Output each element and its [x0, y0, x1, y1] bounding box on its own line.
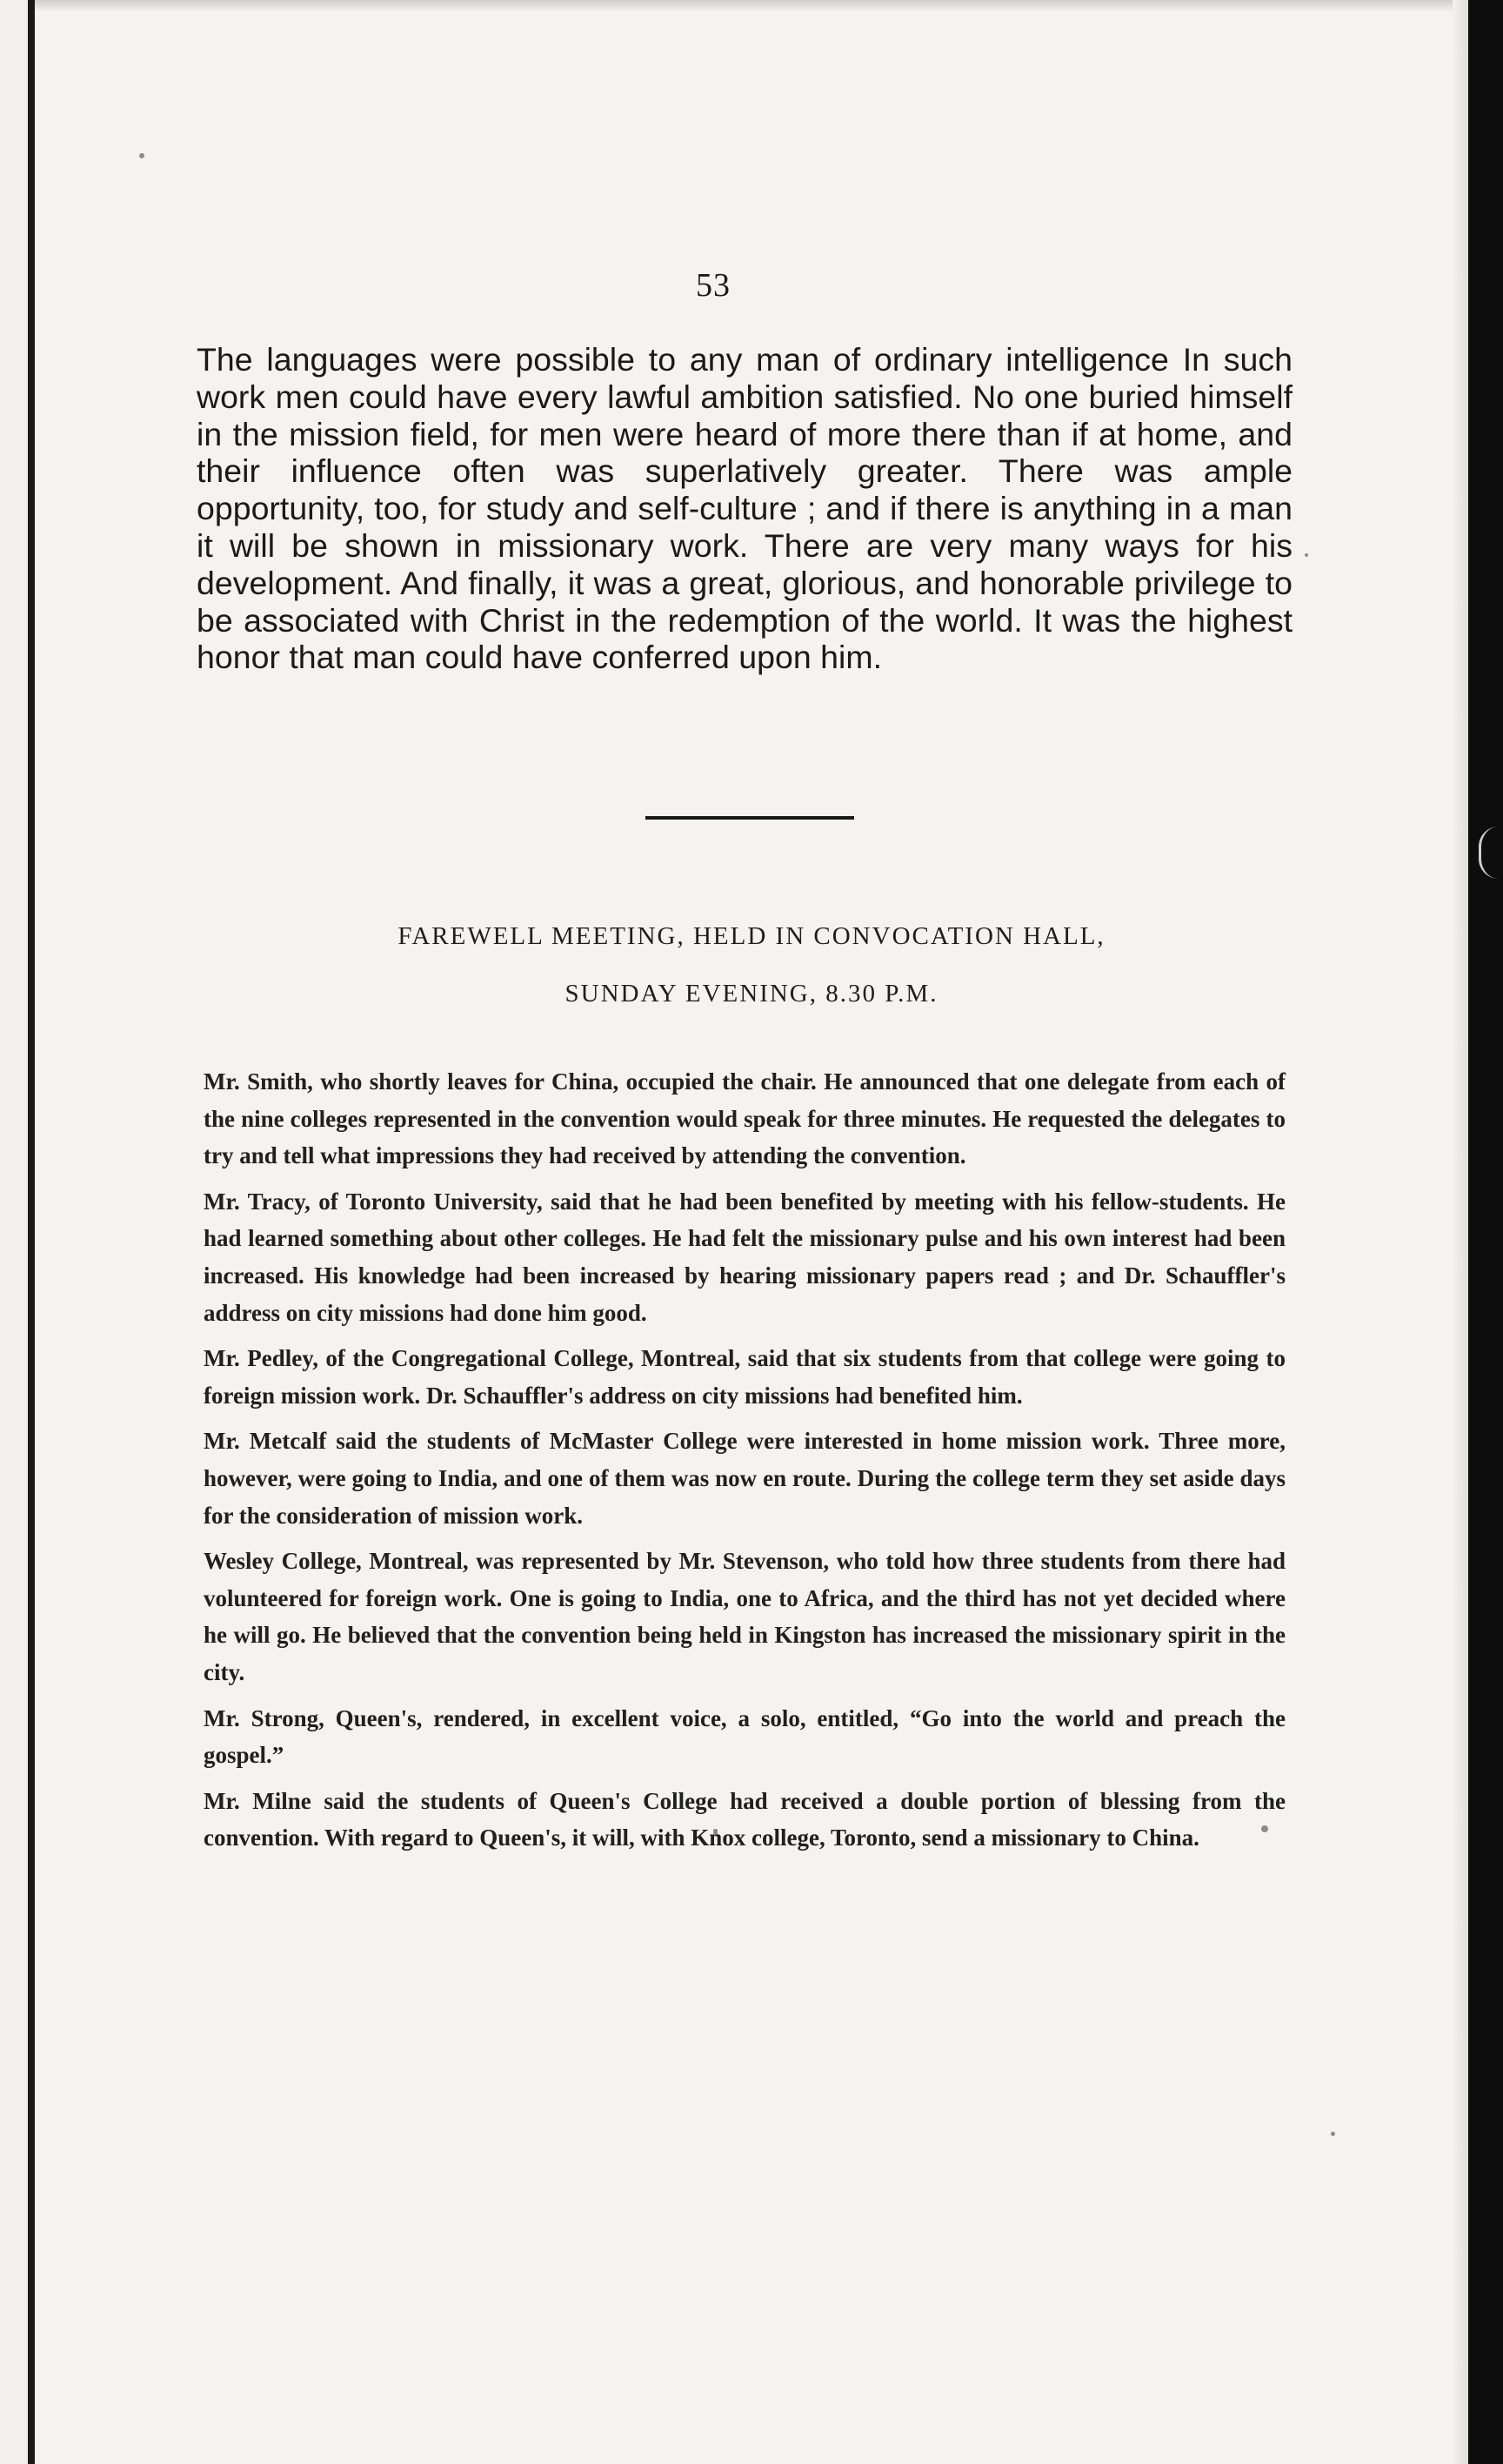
scan-speck	[1305, 553, 1308, 557]
previous-page-edge	[0, 0, 28, 2464]
scan-speck	[1331, 2132, 1335, 2136]
minutes-paragraph: Wesley College, Montreal, was represented by Mr. Stevenson, who told how three students from there had volunteered for foreign work. One is going to India, one to Africa, and the third has not yet decided where he will go. He believed that the convention being held in Kingston has increased the missionary spirit in the city.	[204, 1548, 1286, 1685]
body-paragraph: The languages were possible to any man of ordinary intelligence In such work men could have every lawful ambition satisfied. No one buried himself in the mission field, for men were heard of more there than if at home, and their influence often was superlatively greater. There was ample opportunity, too, for study and self-culture ; and if there is anything in a man it will be shown in missionary work. There are very many ways for his development. And finally, it was a great, glorious, and honorable privilege to be associated with Christ in the redemption of the world. It was the highest honor that man could have conferred upon him.	[197, 341, 1293, 676]
gutter-shadow	[28, 0, 35, 2464]
meeting-minutes	[204, 1063, 1286, 1865]
minutes-paragraph: Mr. Smith, who shortly leaves for China, occupied the chair. He announced that one delegate from each of the nine colleges represented in the convention would speak for three minutes. He requested the delegates to try and tell what impressions they had received by attending the convention.	[204, 1068, 1286, 1169]
body-text	[197, 341, 1293, 676]
minutes-paragraph: Mr. Strong, Queen's, rendered, in excellent voice, a solo, entitled, “Go into the world and preach the gospel.”	[204, 1704, 1286, 1769]
page-number: 53	[696, 267, 731, 304]
page-top-shadow	[35, 0, 1468, 12]
scan-speck	[139, 153, 144, 158]
minutes-paragraph: Mr. Tracy, of Toronto University, said that he had been benefited by meeting with his fellow-students. He had learned something about other colleges. He had felt the missionary pulse and his own interest had been increased. His knowledge had been increased by hearing missionary papers read ; and Dr. Schauffler's address on city missions had done him good.	[204, 1188, 1286, 1326]
document-page	[35, 0, 1468, 2464]
minutes-paragraph: Mr. Metcalf said the students of McMaster College were interested in home mission work. Three more, however, were going to India, and one of them was now en route. During the college term they set aside days for the consideration of mission work.	[204, 1428, 1286, 1529]
minutes-paragraph: Mr. Pedley, of the Congregational College, Montreal, said that six students from that college were going to foreign mission work. Dr. Schauffler's address on city missions had benefited him.	[204, 1345, 1286, 1409]
page-right-shadow	[1453, 0, 1468, 2464]
minutes-paragraph: Mr. Milne said the students of Queen's College had received a double portion of blessing from the convention. With regard to Queen's, it will, with Knox college, Toronto, send a missionary to China.	[204, 1787, 1286, 1851]
section-subheading: SUNDAY EVENING, 8.30 P.M.	[564, 980, 939, 1008]
section-divider	[645, 816, 854, 820]
section-heading: FAREWELL MEETING, HELD IN CONVOCATION HALL,	[397, 922, 1106, 950]
